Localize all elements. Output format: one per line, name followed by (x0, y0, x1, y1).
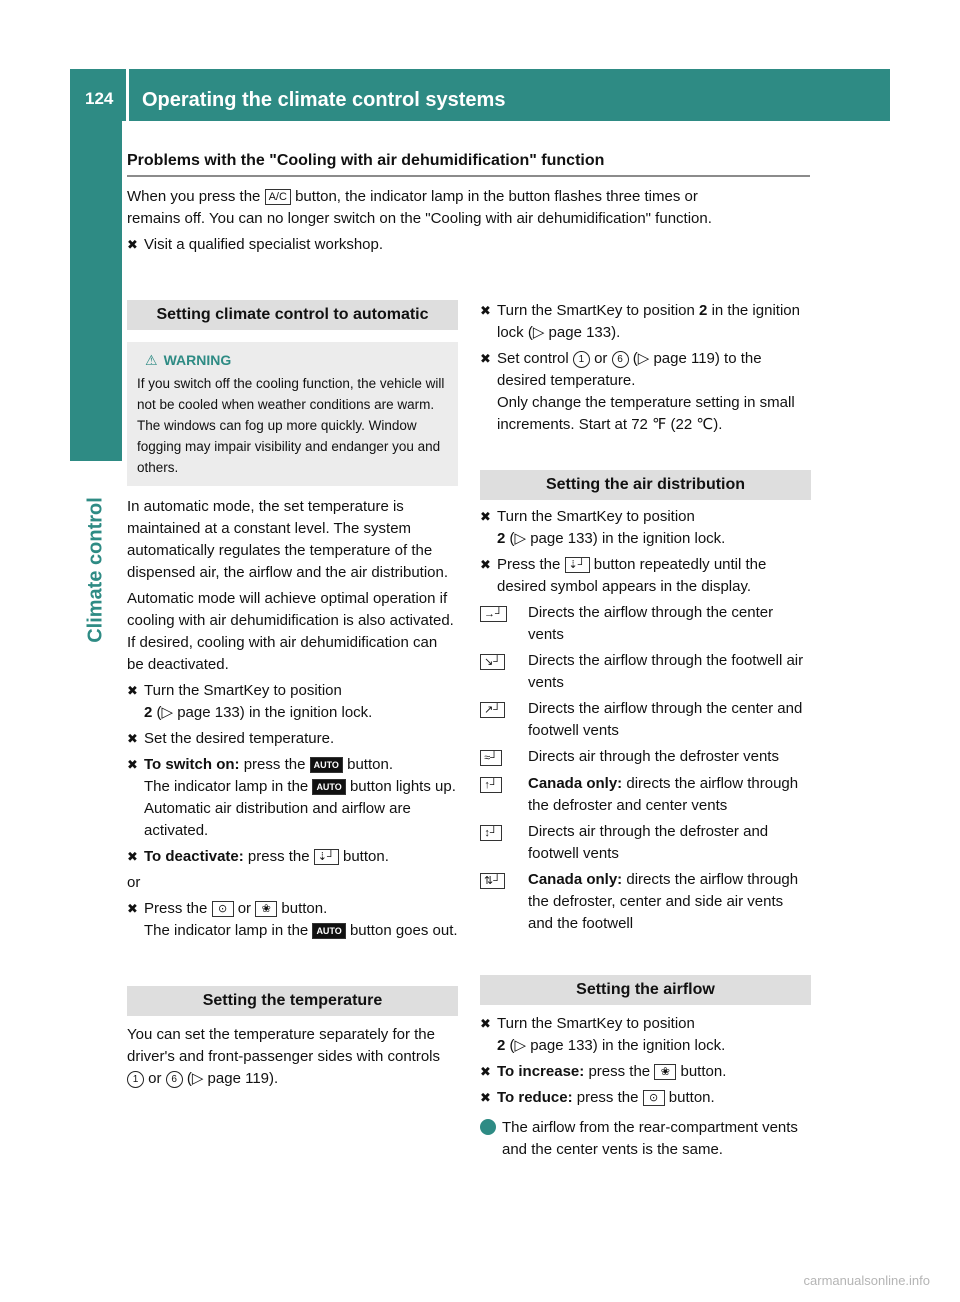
text: button, the indicator lamp in the button flashes three times or (295, 188, 698, 205)
page-number: 124 (85, 89, 114, 108)
warning-box (127, 342, 458, 486)
step-marker-icon: ✖ (127, 757, 138, 772)
step-marker-icon: ✖ (480, 351, 491, 366)
text: button. (342, 848, 389, 865)
position-number: 2 (699, 302, 708, 319)
page-ref: (▷ page 133) in the ignition lock. (156, 704, 373, 721)
step-text: Visit a qualified specialist workshop. (144, 236, 384, 253)
symbol-description: Directs the airflow through the center and footwell vents (528, 700, 803, 739)
header-divider (126, 69, 129, 121)
text: Only change the temperature setting in small increments. Start at 72 ℉ (22 ℃). (497, 394, 795, 433)
step-text: Turn the SmartKey to position (497, 508, 695, 525)
symbol-description: Directs the airflow through the center vents (528, 604, 774, 643)
info-note (475, 1117, 811, 1161)
page-ref: (▷ page 119). (186, 1070, 279, 1087)
text: (▷ page 119) to the desired temperature. (497, 350, 762, 389)
text: remains off. You can no longer switch on the "Cooling with air dehumidification" function. (127, 210, 712, 227)
temperature-heading: Setting the temperature (127, 986, 458, 1016)
air-distribution-button-icon: ⇣┘ (565, 557, 590, 573)
page-ref: (▷ page 133) in the ignition lock. (509, 530, 726, 547)
right-column (475, 300, 811, 1161)
text: Set control (497, 350, 569, 367)
fan-reduce-icon: ⊙ (643, 1090, 665, 1106)
text: press the (247, 848, 310, 865)
text: directs the airflow through the defroster, center and side air vents and the footwell (528, 871, 799, 932)
step-text: Turn the SmartKey to position (144, 682, 342, 699)
problems-heading (127, 152, 810, 177)
step-label: To reduce: (497, 1089, 573, 1106)
step (480, 506, 811, 550)
side-tab (70, 480, 122, 660)
step-text: Turn the SmartKey to position (497, 302, 695, 319)
symbol-description (528, 869, 811, 935)
watermark: carmanualsonline.info (803, 1273, 930, 1288)
temperature-paragraph (127, 1024, 458, 1090)
side-tab-label: Climate control (84, 497, 107, 643)
step (127, 846, 458, 868)
footwell-vents-icon: ↘┘ (480, 654, 505, 670)
page-ref: (▷ page 133) in the ignition lock. (509, 1037, 726, 1054)
problems-section (127, 186, 810, 256)
step (127, 234, 810, 256)
step-marker-icon: ✖ (480, 1064, 491, 1079)
info-text: The airflow from the rear-compartment vents and the center vents is the same. (502, 1119, 798, 1158)
symbol-description: Directs the airflow through the footwell air vents (528, 652, 804, 691)
air-distribution-heading: Setting the air distribution (480, 470, 811, 500)
step-marker-icon: ✖ (127, 901, 138, 916)
step-marker-icon: ✖ (480, 303, 491, 318)
step-marker-icon: ✖ (480, 1016, 491, 1031)
left-column (127, 300, 458, 1090)
step (127, 728, 458, 750)
step-text: Turn the SmartKey to position (497, 1015, 695, 1032)
step (127, 680, 458, 724)
warning-title (137, 350, 450, 371)
fan-reduce-icon: ⊙ (212, 901, 234, 917)
text: The indicator lamp in the (144, 778, 309, 795)
step (127, 754, 458, 842)
auto-heading: Setting climate control to automatic (127, 300, 458, 330)
fan-increase-icon: ❀ (255, 901, 277, 917)
air-distribution-button-icon: ⇣┘ (314, 849, 339, 865)
text: button lights up. Automatic air distribution and airflow are activated. (144, 778, 456, 839)
auto-button-icon: AUTO (310, 757, 343, 773)
warning-triangle-icon: ⚠ (145, 352, 158, 368)
control-1-icon: 1 (127, 1071, 144, 1088)
control-6-icon: 6 (612, 351, 629, 368)
page-title: Operating the climate control systems (142, 89, 506, 111)
step-label: To switch on: (144, 756, 240, 773)
fan-increase-icon: ❀ (654, 1064, 676, 1080)
text: press the (243, 756, 306, 773)
symbol-note: Canada only: (528, 871, 623, 888)
symbol-row (480, 869, 811, 935)
text: or (594, 350, 608, 367)
step (480, 1013, 811, 1057)
heading-rule (127, 175, 810, 177)
step (127, 898, 458, 942)
step-marker-icon: ✖ (127, 731, 138, 746)
auto-paragraph-2: Automatic mode will achieve optimal operation if cooling with air dehumidification is also activated. If desired, cooling with air dehumidification can be deactivated. (127, 590, 454, 673)
text: Press the (497, 556, 561, 573)
ac-button-icon: A/C (265, 189, 291, 205)
center-vents-icon: →┘ (480, 606, 507, 622)
defroster-vents-icon: ≈┘ (480, 750, 502, 766)
step-marker-icon: ✖ (127, 683, 138, 698)
airflow-heading: Setting the airflow (480, 975, 811, 1005)
page-ref: in the ignition lock (▷ page 133). (497, 302, 800, 341)
text: button goes out. (349, 922, 458, 939)
symbol-row (480, 698, 811, 742)
text: press the (588, 1063, 651, 1080)
side-color-block (70, 121, 122, 461)
symbol-description: Directs air through the defroster and footwell vents (528, 823, 769, 862)
step-marker-icon: ✖ (480, 509, 491, 524)
control-6-icon: 6 (166, 1071, 183, 1088)
position-number: 2 (497, 530, 506, 547)
step-marker-icon: ✖ (127, 237, 138, 252)
step-marker-icon: ✖ (480, 557, 491, 572)
text: or (237, 900, 252, 917)
defroster-footwell-vents-icon: ↕┘ (480, 825, 502, 841)
step-text: Set the desired temperature. (144, 730, 335, 747)
auto-paragraph-1: In automatic mode, the set temperature is maintained at a constant level. The system automatically regulates the temperature of the dispensed air, the airflow and the air distribution. (127, 498, 449, 581)
symbol-row (480, 650, 811, 694)
symbol-row (480, 602, 811, 646)
auto-button-icon: AUTO (312, 923, 345, 939)
position-number: 2 (497, 1037, 506, 1054)
step-label: To deactivate: (144, 848, 244, 865)
step (480, 1061, 811, 1083)
text: When you press the (127, 188, 261, 205)
text: button. (281, 900, 328, 917)
all-vents-icon: ⇅┘ (480, 873, 505, 889)
symbol-description: Directs air through the defroster vents (528, 748, 779, 765)
step-marker-icon: ✖ (480, 1090, 491, 1105)
defroster-center-vents-icon: ↑┘ (480, 777, 502, 793)
symbol-note: Canada only: (528, 775, 623, 792)
step (480, 300, 811, 344)
text: The indicator lamp in the (144, 922, 309, 939)
page-header (70, 69, 890, 121)
step (480, 1087, 811, 1109)
text: button. (347, 756, 393, 773)
text: You can set the temperature separately for the driver's and front-passenger sides with controls (127, 1026, 441, 1065)
text: directs the airflow through the defroster and center vents (528, 775, 799, 814)
problems-title: Problems with the "Cooling with air dehumidification" function (127, 152, 605, 169)
step-label: To increase: (497, 1063, 585, 1080)
symbol-row (480, 821, 811, 865)
air-distribution-symbol-list (480, 602, 811, 935)
symbol-row (480, 746, 811, 769)
text: button repeatedly until the desired symbol appears in the display. (497, 556, 767, 595)
text: Press the (144, 900, 208, 917)
problems-paragraph (127, 186, 810, 230)
auto-button-icon: AUTO (312, 779, 345, 795)
warning-text: If you switch off the cooling function, the vehicle will not be cooled when weather conditions are warm. The windows can fog up more quickly. Window fogging may impair visibility and endanger you and others. (137, 376, 445, 475)
step (480, 348, 811, 436)
text: press the (576, 1089, 639, 1106)
warning-label: WARNING (163, 352, 232, 368)
center-footwell-vents-icon: ↗┘ (480, 702, 505, 718)
text: or (148, 1070, 162, 1087)
symbol-row (480, 773, 811, 817)
step (480, 554, 811, 598)
text: button. (680, 1063, 727, 1080)
step-marker-icon: ✖ (127, 849, 138, 864)
info-icon: i (480, 1119, 496, 1135)
text: button. (668, 1089, 715, 1106)
position-number: 2 (144, 704, 153, 721)
symbol-description (528, 773, 811, 817)
or-text: or (127, 874, 141, 891)
control-1-icon: 1 (573, 351, 590, 368)
